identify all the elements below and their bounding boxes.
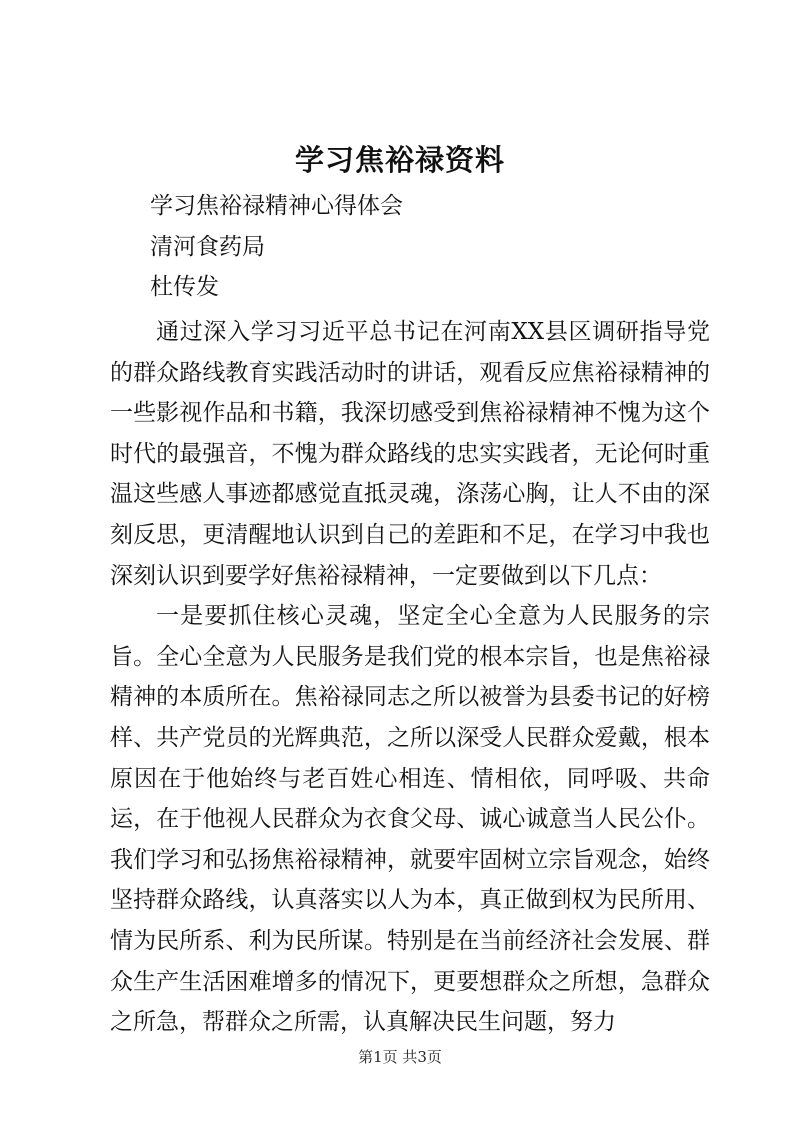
author-name: 杜传发 — [150, 274, 219, 300]
body-paragraph-2: 一是要抓住核心灵魂，坚定全心全意为人民服务的宗旨。全心全意为人民服务是我们党的根本宗旨，也是焦裕禄精神的本质所在。焦裕禄同志之所以被誉为县委书记的好榜样、共产党员的光辉典范，之所以深受人民群众爱戴，根本原因在于他始终与老百姓心相连、情相依，同呼吸、共命运，在于他视人民群众为衣食父母、诚心诚意当人民公仆。我们学习和弘扬焦裕禄精神，就要牢固树立宗旨观念，始终坚持群众路线，认真落实以人为本，真正做到权为民所用、情为民所系、利为民所谋。特别是在当前经济社会发展、群众生产生活困难增多的情况下，更要想群众之所想，急群众之所急，帮群众之所需，认真解决民生问题，努力 — [110, 603, 710, 1036]
document-title: 学习焦裕禄资料 — [294, 143, 505, 177]
document-subtitle: 学习焦裕禄精神心得体会 — [150, 193, 403, 219]
document-body — [110, 312, 710, 1043]
organization-name: 清河食药局 — [150, 234, 265, 260]
page-footer: 第1页 共3页 — [358, 1048, 442, 1066]
body-paragraph-1: 通过深入学习习近平总书记在河南XX县区调研指导党的群众路线教育实践活动时的讲话，观看反应焦裕禄精神的一些影视作品和书籍，我深切感受到焦裕禄精神不愧为这个时代的最强音，不愧为群众路线的忠实实践者，无论何时重温这些感人事迹都感觉直抵灵魂，涤荡心胸，让人不由的深刻反思，更清醒地认识到自己的差距和不足，在学习中我也深刻认识到要学好焦裕禄精神，一定要做到以下几点： — [110, 319, 710, 589]
